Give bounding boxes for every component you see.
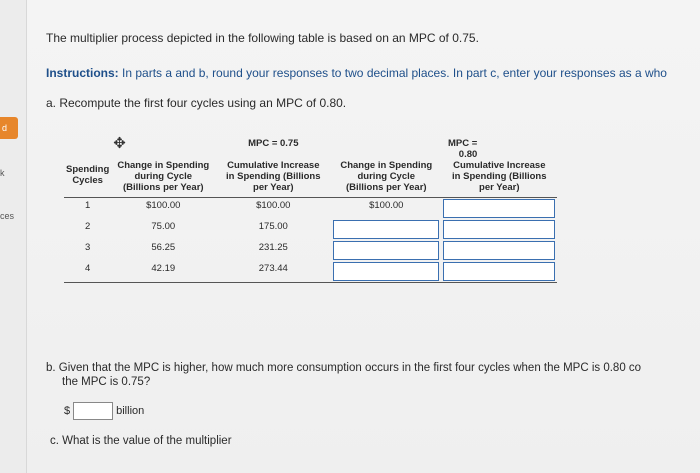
cumulative-input-row3[interactable]: [443, 241, 555, 260]
intro-text: The multiplier process depicted in the following table is based on an MPC of 0.75.: [46, 31, 479, 45]
part-b-answer: [64, 402, 144, 420]
table-row: 3 56.25 231.25: [64, 240, 557, 261]
change-input-row2[interactable]: [333, 220, 439, 239]
billion-label: billion: [116, 404, 145, 417]
header-mpc-right: MPC = 0.80: [447, 138, 478, 160]
cumulative-input-row4[interactable]: [443, 262, 555, 281]
part-b-input[interactable]: [73, 402, 113, 420]
multiplier-table: Spending Cycles ✥ MPC = 0.75 MPC = 0.80 Change in Spending Cumulative Increase Change in Spending Cumulative Increase during Cycle in Spending (Billions during Cycle in Spending (Billions (Billions per Year) per Year) (Billions per Year) per Year) 1 $100.00 $100.00 $100.00 2 75.00 175.00 3 56.25 231.25 4 42.19 273.44: [64, 134, 557, 283]
instructions: [46, 66, 667, 80]
table-row: 4 42.19 273.44: [64, 261, 557, 283]
sidebar-tag[interactable]: ces: [0, 211, 15, 221]
part-b-question: b. Given that the MPC is higher, how much more consumption occurs in the first four cycles when the MPC is 0.80 co: [46, 362, 642, 374]
cumulative-input-row1[interactable]: [443, 199, 555, 218]
part-b-question-cont: the MPC is 0.75?: [62, 376, 151, 388]
table-row: 2 75.00 175.00: [64, 219, 557, 240]
cumulative-input-row2[interactable]: [443, 220, 555, 239]
table-row: 1 $100.00 $100.00 $100.00: [64, 198, 557, 220]
header-mpc-left-cell: [111, 134, 215, 160]
header-change: Change in Spending: [117, 160, 210, 171]
dollar-sign: $: [64, 404, 71, 417]
change-input-row3[interactable]: [333, 241, 439, 260]
instructions-label: Instructions:: [46, 66, 119, 80]
header-cycles: Spending Cycles: [66, 163, 110, 186]
header-cumulative2: Cumulative Increase: [453, 160, 546, 171]
header-cumulative: Cumulative Increase: [227, 160, 320, 171]
move-icon[interactable]: ✥: [113, 135, 126, 152]
header-mpc-left: MPC = 0.75: [248, 138, 299, 149]
instructions-text: In parts a and b, round your responses to two decimal places. In part c, enter your responses as a who: [118, 66, 667, 80]
sidebar-tag[interactable]: k: [0, 168, 5, 178]
left-sidebar: [0, 0, 27, 473]
part-c-question: c. What is the value of the multiplier: [50, 435, 232, 447]
header-change2: Change in Spending: [340, 160, 433, 171]
sidebar-tag-active[interactable]: d: [0, 117, 18, 139]
part-a-question: a. Recompute the first four cycles using an MPC of 0.80.: [46, 96, 347, 110]
change-input-row4[interactable]: [333, 262, 439, 281]
